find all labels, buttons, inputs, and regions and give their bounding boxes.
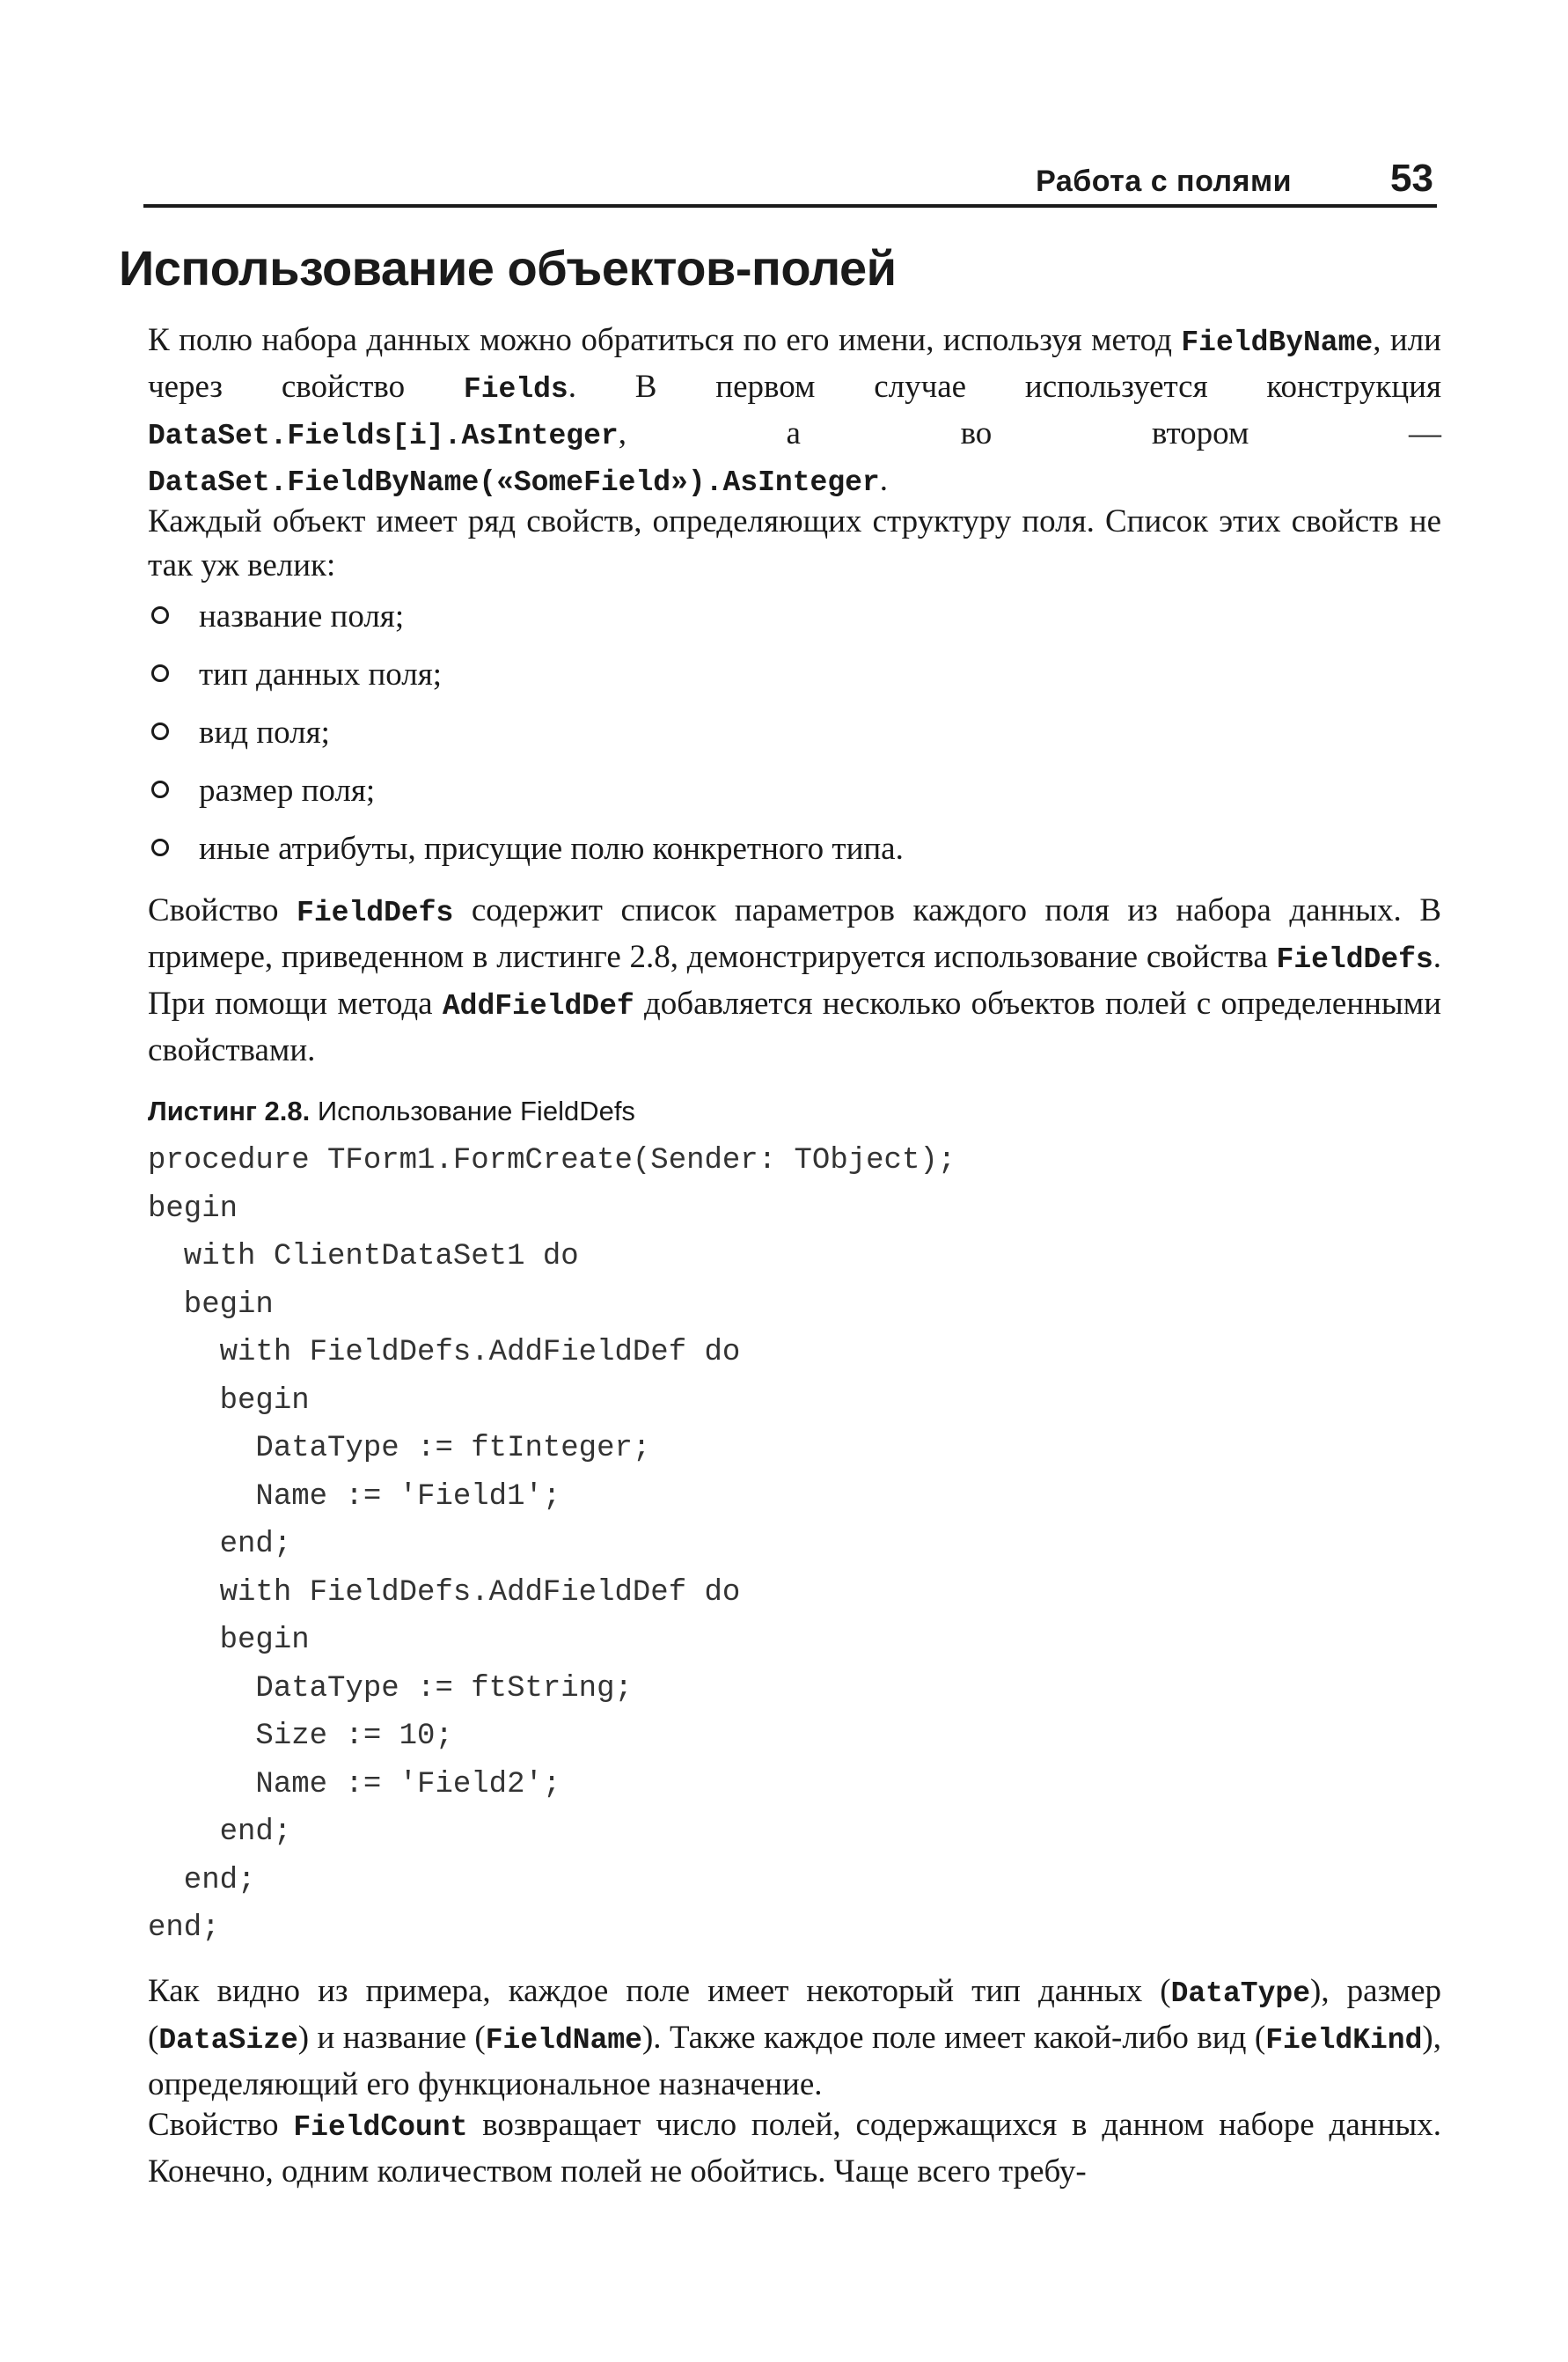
code-term: FieldByName [1181,326,1374,359]
property-list [148,595,1441,885]
listing-label: Листинг 2.8. [148,1096,311,1126]
code-term: FieldCount [293,2111,468,2144]
code-term: FieldDefs [297,897,454,929]
code-line: with FieldDefs.AddFieldDef do [148,1575,741,1610]
bullet-circle-icon [151,606,169,624]
code-term: DataType [1170,1977,1311,2010]
text-run: . При помощи метода [148,939,1441,1022]
code-line: Name := 'Field2'; [148,1767,561,1801]
text-run: , или через свойство [148,322,1441,405]
page-number: 53 [1390,157,1433,200]
code-term: DataSet.FieldByName(«SomeField»).AsInteger [148,466,880,499]
code-line: Size := 10; [148,1720,453,1753]
list-item-text: название поля; [199,598,405,635]
text-run: Свойство [148,2107,294,2143]
paragraph-example-explanation [148,1970,1441,2107]
code-term: FieldKind [1265,2024,1423,2057]
list-item [148,711,1441,769]
paragraph-fielddefs [148,889,1441,1073]
text-run: ). Также каждое поле имеет какой-либо вид ( [641,2020,1266,2056]
listing-title: Использование FieldDefs [317,1096,635,1126]
code-line: Name := 'Field1'; [148,1479,561,1514]
list-item-text: тип данных поля; [199,657,443,693]
code-listing [148,1137,956,1953]
code-line: begin [148,1192,238,1226]
text-run: ), размер ( [148,1973,1441,2056]
text-run: К полю набора данных можно обратиться по его имени, используя метод [148,322,1182,358]
code-line: with ClientDataSet1 do [148,1240,579,1273]
code-line: end; [148,1816,292,1849]
bullet-circle-icon [151,664,169,682]
code-term: DataSet.Fields[i].AsInteger [148,420,619,452]
code-line: procedure TForm1.FormCreate(Sender: TObject); [148,1144,956,1177]
paragraph-fieldcount [148,2103,1441,2194]
running-title: Работа с полями [1036,165,1292,198]
paragraph-properties-intro: Каждый объект имеет ряд свойств, определяющих структуру поля. Список этих свойств не так уж велик: [148,503,1441,583]
code-line: DataType := ftString; [148,1671,633,1705]
running-header [143,148,1437,208]
bullet-circle-icon [151,723,169,740]
text-run: возвращает число полей, содержащихся в данном наборе данных. Конечно, одним количеством полей не обойтись. Чаще всего требу- [148,2107,1441,2190]
text-run: , а во втором — [618,415,1441,451]
section-title: Использование объектов-полей [119,240,897,296]
paragraph-field-access [148,319,1441,505]
text-run: ) и название ( [297,2020,486,2056]
code-term: AddFieldDef [442,990,634,1023]
code-line: end; [148,1863,256,1897]
text-run: . В первом случае используется конструкция [568,369,1441,405]
code-term: FieldName [485,2024,642,2057]
text-run: Как видно из примера, каждое поле имеет некоторый тип данных ( [148,1973,1171,2009]
text-run: содержит список параметров каждого поля из набора данных. В примере, приведенном в листинге 2.8, демонстрируется использование свойства [148,892,1441,975]
code-line: end; [148,1911,220,1945]
code-line: begin [148,1624,310,1657]
list-item-text: размер поля; [199,773,376,809]
list-item [148,827,1441,885]
code-line: begin [148,1287,274,1322]
list-item-text: вид поля; [199,715,330,751]
text-run: . [879,462,888,498]
code-term: FieldDefs [1276,943,1433,976]
code-line: with FieldDefs.AddFieldDef do [148,1336,741,1369]
list-item-text: иные атрибуты, присущие полю конкретного типа. [199,831,904,867]
bullet-circle-icon [151,781,169,798]
text-run: Свойство [148,892,297,928]
list-item [148,769,1441,827]
code-line: end; [148,1528,292,1561]
list-item [148,595,1441,653]
list-item [148,653,1441,711]
code-line: begin [148,1383,310,1418]
text-run: ), определяющий его функциональное назначение. [148,2020,1441,2102]
bullet-circle-icon [151,839,169,856]
code-term: Fields [463,373,568,406]
text-run: добавляется несколько объектов полей с определенными свойствами. [148,986,1442,1068]
code-line: DataType := ftInteger; [148,1432,651,1465]
listing-caption [148,1096,635,1127]
code-term: DataSize [158,2024,298,2057]
